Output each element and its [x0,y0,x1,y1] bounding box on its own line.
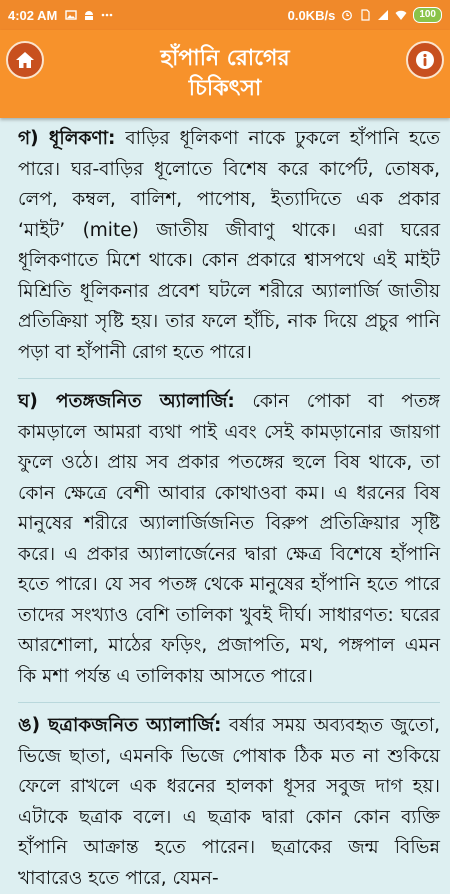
signal-icon [377,9,389,21]
battery-icon: 100 [413,7,442,23]
page-title [60,44,390,104]
app-bar [0,30,450,118]
section-body: বর্ষার সময় অব্যবহৃত জুতো, ভিজে ছাতা, এমনকি ভিজে পোষাক ঠিক মত না শুকিয়ে ফেলে রাখলে এক ধরনের হালকা ধূসর সবুজ দাগ হয়। এটাকে ছত্রাক বলে। এ ছত্রাক দ্বারা কোন কোন ব্যক্তি হাঁপানি আক্রান্ত হতে পারেন। ছত্রাকের জন্ম বিভিন্ন খাবারেও হতে পারে, যেমন- [18,715,440,889]
home-button[interactable] [6,41,44,79]
section-heading: ঙ) ছত্রাকজনিত অ্যালার্জি: [18,715,222,736]
wifi-icon [395,9,407,21]
dots-icon [101,9,113,21]
alarm-icon [341,9,353,21]
section-fungal-allergy [18,702,440,894]
status-right [288,7,442,23]
status-time: 4:02 AM [8,7,58,23]
net-speed: 0.0KB/s [287,7,336,23]
article-content[interactable] [0,118,450,889]
notification-icons [65,9,113,21]
title-line-2: চিকিৎসা [188,76,262,101]
android-icon [83,9,95,21]
section-body: বাড়ির ধূলিকণা নাকে ঢুকলে হাঁপানি হতে পারে। ঘর-বাড়ির ধূলোতে বিশেষ করে কার্পেট, তোষক, লেপ, কম্বল, বালিশ, পাপোষ, ইত্যাদিতে এক প্রকার ‘মাইট’ (mite) জাতীয় জীবাণু থাকে। এরা ঘরের ধূলিকণাতে মিশে থাকে। কোন প্রকারে শ্বাসপথে এই মাইট মিশ্রিতি ধূলিকনার প্রবেশ ঘটলে শরীরে অ্যালার্জি জাতীয় প্রতিক্রিয়া সৃষ্টি হয়। তার ফলে হাঁচি, নাক দিয়ে প্রচুর পানি পড়া বা হাঁপানী রোগ হতে পারে। [18,128,440,363]
section-body: কোন পোকা বা পতঙ্গ কামড়ালে আমরা ব্যথা পাই এবং সেই কামড়ানোর জায়গা ফুলে ওঠে। প্রায় সব প্রকার পতঙ্গের হুলে বিষ থাকে, তা কোন ক্ষেত্রে বেশী আবার কোথাওবা কম। এ ধরনের বিষ মানুষের শরীরে অ্যালার্জিজনিত বিরুপ প্রতিক্রিয়ার সৃষ্টি করে। এ প্রকার অ্যালার্জেনের দ্বারা ক্ষেত্র বিশেষে হাঁপানি হতে পারে। যে সব পতঙ্গ থেকে মানুষের হাঁপানি হতে পারে তাদের সংখ্যাও বেশি তালিকা খুবই দীর্ঘ। সাধারণত: ঘরের আরশোলা, মাঠের ফড়িং, প্রজাপতি, মথ, পঙ্গপাল এমন কি মশা পর্যন্ত এ তালিকায় আসতে পারে। [18,391,440,687]
info-button[interactable] [406,41,444,79]
section-heading: গ) ধূলিকণা: [18,128,116,149]
sim-icon [359,9,371,21]
home-icon [14,49,36,71]
title-line-1: হাঁপানি রোগের [160,46,290,71]
info-icon [414,49,436,71]
status-bar [0,0,450,30]
section-heading: ঘ) পতঙ্গজনিত অ্যালার্জি: [18,391,235,412]
section-insect-allergy [18,378,440,692]
section-dust [18,124,440,368]
image-icon [65,9,77,21]
